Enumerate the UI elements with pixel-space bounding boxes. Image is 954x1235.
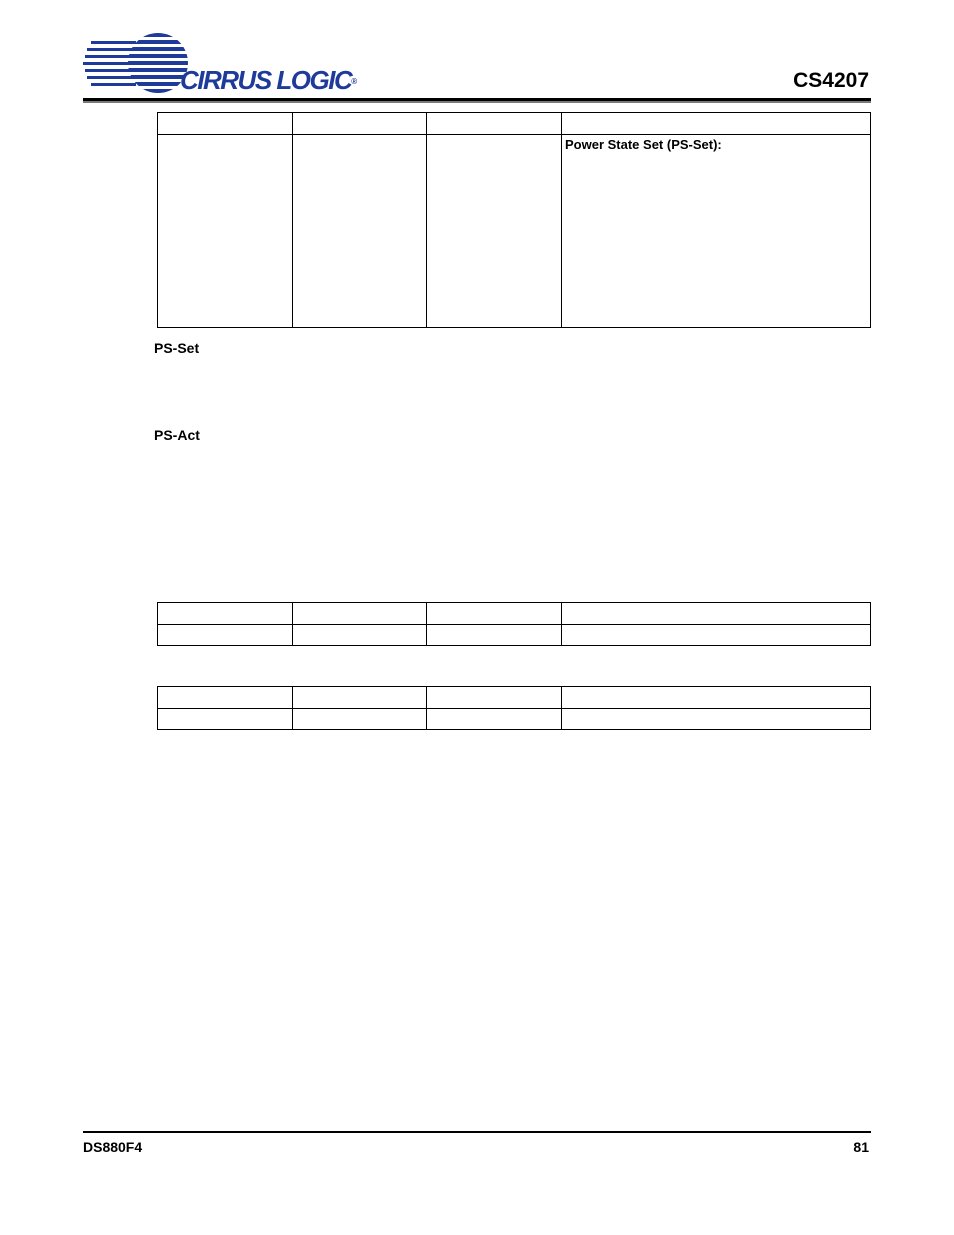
table-header-cell <box>562 113 871 135</box>
table-cell <box>158 625 293 646</box>
table-header-cell <box>562 687 871 709</box>
document-title: CS4207 <box>793 69 869 92</box>
table-cell <box>293 625 427 646</box>
table-header-cell <box>427 603 562 625</box>
table-cell <box>293 135 427 328</box>
ps-set-heading: PS-Set <box>154 340 200 356</box>
table-cell <box>427 135 562 328</box>
table-header-cell <box>427 113 562 135</box>
table-cell <box>427 709 562 730</box>
ps-act-heading: PS-Act <box>154 427 200 443</box>
table-cell-description <box>562 135 871 328</box>
footer-rule <box>83 1131 871 1133</box>
table-header-cell <box>293 113 427 135</box>
table-cell <box>158 709 293 730</box>
register-table-2 <box>157 602 871 646</box>
register-table-3 <box>157 686 871 730</box>
table-cell <box>293 709 427 730</box>
table-cell <box>562 709 871 730</box>
table-header-cell <box>158 113 293 135</box>
table-header-cell <box>293 687 427 709</box>
table-header-cell <box>158 687 293 709</box>
document-id: DS880F4 <box>83 1139 143 1155</box>
table-header-cell <box>158 603 293 625</box>
logo-wordmark: CIRRUS LOGIC® <box>180 65 358 95</box>
table-header-cell <box>427 687 562 709</box>
table-cell <box>427 625 562 646</box>
page-number: 81 <box>853 1139 869 1155</box>
table-cell <box>158 135 293 328</box>
header-rule-shadow <box>83 101 871 103</box>
table-cell <box>562 625 871 646</box>
power-state-set-label: Power State Set (PS-Set): <box>565 137 722 152</box>
table-header-cell <box>293 603 427 625</box>
table-header-cell <box>562 603 871 625</box>
power-state-register-table <box>157 112 871 328</box>
